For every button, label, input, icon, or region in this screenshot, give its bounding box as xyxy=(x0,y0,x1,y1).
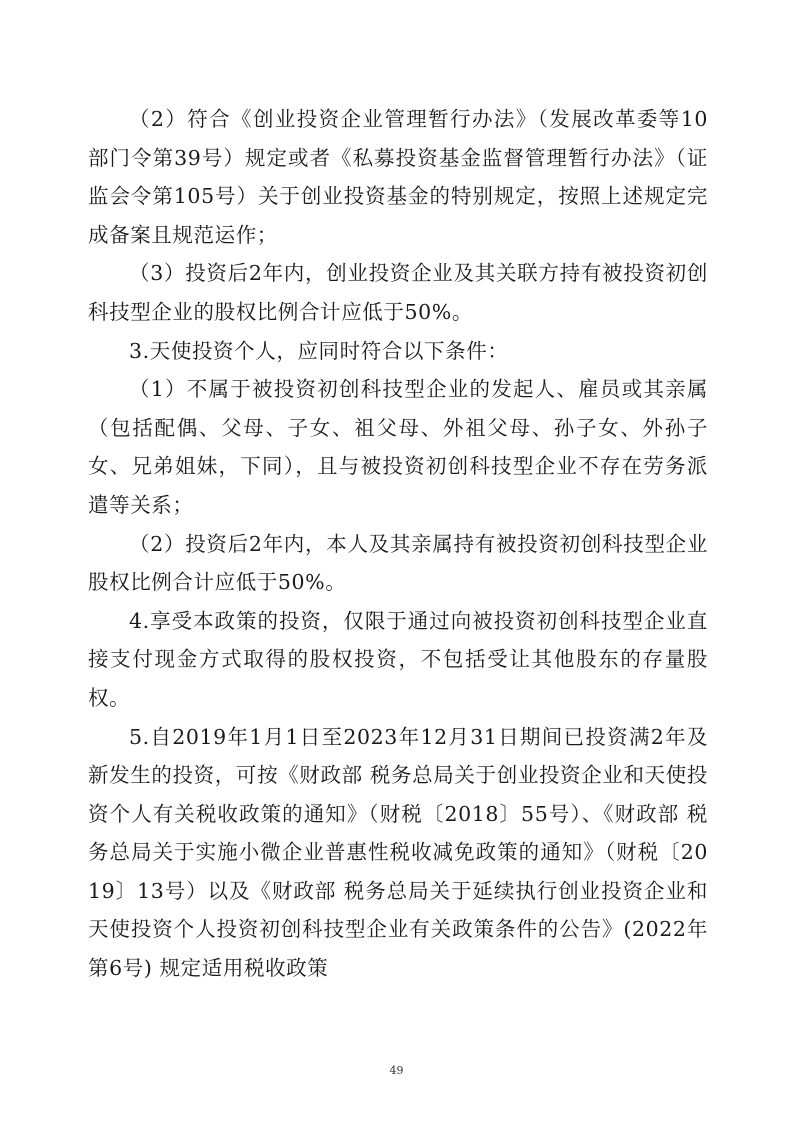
paragraph-cash-investment-only: 4.享受本政策的投资，仅限于通过向被投资初创科技型企业直接支付现金方式取得的股权投资，不包括受让其他股东的存量股权。 xyxy=(88,608,708,710)
paragraph-venture-filing-requirement: （2）符合《创业投资企业管理暂行办法》（发展改革委等10部门令第39号）规定或者《私募投资基金监督管理暂行办法》（证监会令第105号）关于创业投资基金的特别规定，按照上述规定完成备案且规范运作； xyxy=(88,107,708,247)
paragraph-angel-investor-heading: 3.天使投资个人，应同时符合以下条件： xyxy=(129,338,509,363)
paragraph-transition-rule: 5.自2019年1月1日至2023年12月31日期间已投资满2年及新发生的投资，可按《财政部 税务总局关于创业投资企业和天使投资个人有关税收政策的通知》（财税〔2018〕55号）、《财政部 税务总局关于实施小微企业普惠性税收减免政策的通知》（财税〔2019〕13号）以及《财政部 税务总局关于延续执行创业投资企业和天使投资个人投资初创科技型企业有关政策条件的公告》(2022年第6号) 规定适用税收政策 xyxy=(88,724,708,981)
page-number: 49 xyxy=(389,1064,404,1077)
paragraph-angel-equity-limit: （2）投资后2年内，本人及其亲属持有被投资初创科技型企业股权比例合计应低于50%。 xyxy=(88,531,708,595)
paragraph-angel-not-related: （1）不属于被投资初创科技型企业的发起人、雇员或其亲属（包括配偶、父母、子女、祖父母、外祖父母、孙子女、外孙子女、兄弟姐妹，下同），且与被投资初创科技型企业不存在劳务派遣等关系； xyxy=(88,377,708,517)
paragraph-venture-equity-limit: （3）投资后2年内，创业投资企业及其关联方持有被投资初创科技型企业的股权比例合计应低于50%。 xyxy=(88,261,708,324)
document-body xyxy=(88,100,708,988)
